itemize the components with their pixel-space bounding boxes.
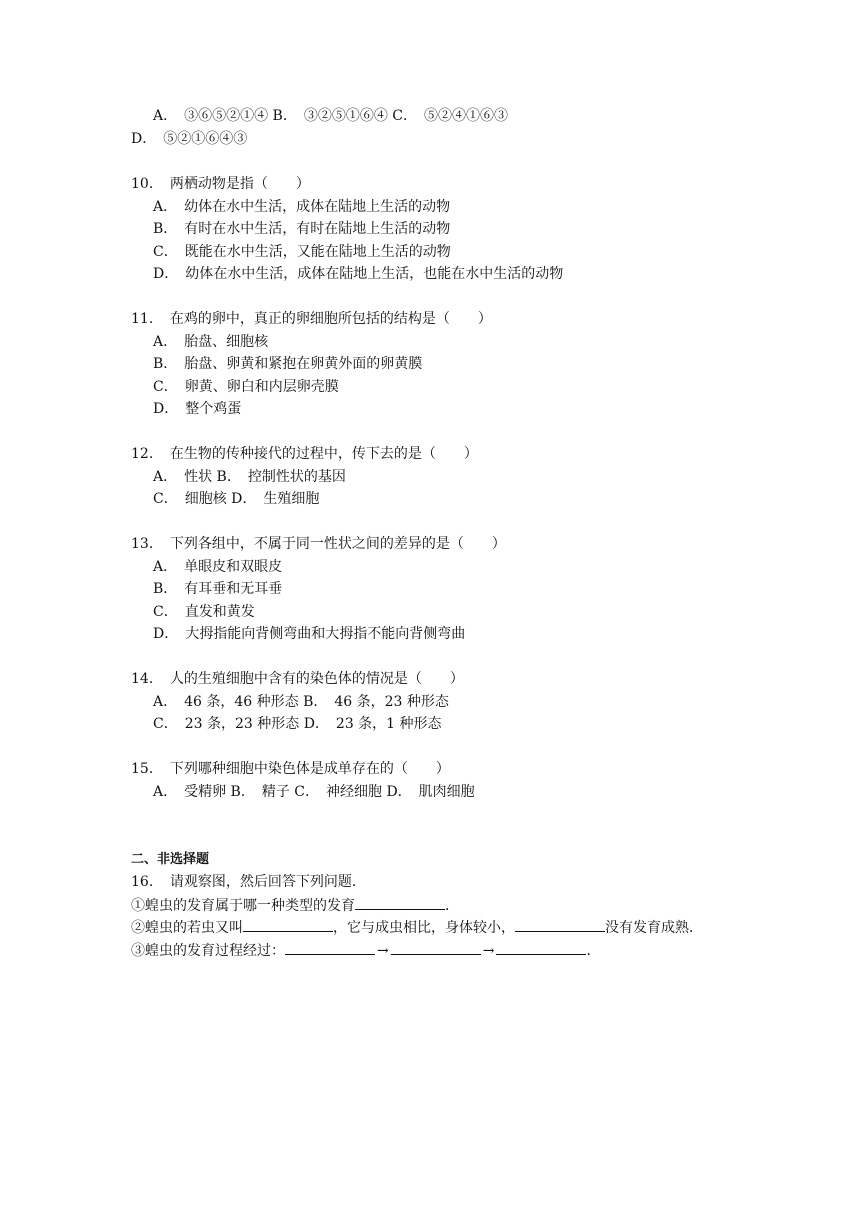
q16-part-1-end: ． [445,898,459,914]
q13-option-d: D． 大拇指能向背侧弯曲和大拇指不能向背侧弯曲 [153,626,466,642]
q13-stem: 13． 下列各组中，不属于同一性状之间的差异的是（ ） [131,536,506,552]
q16-part-3 [131,940,600,961]
q14-options-cd: C． 23 条，23 种形态 D． 23 条，1 种形态 [153,716,442,732]
q11-option-d: D． 整个鸡蛋 [153,401,242,417]
answer-blank[interactable] [515,917,605,932]
q13-option-a: A． 单眼皮和双眼皮 [153,559,283,575]
q11-option-c: C． 卵黄、卵白和内层卵壳膜 [153,379,339,395]
q16-part-1 [131,895,459,916]
q12-stem: 12． 在生物的传种接代的过程中，传下去的是（ ） [131,446,478,462]
answer-blank[interactable] [285,940,375,955]
q14-stem: 14． 人的生殖细胞中含有的染色体的情况是（ ） [131,671,464,687]
q16-stem: 16． 请观察图，然后回答下列问题． [131,874,366,890]
answer-blank[interactable] [243,917,333,932]
q16-part-2-text-c: 没有发育成熟． [605,920,703,936]
q11-option-a: A． 胎盘、细胞核 [153,334,269,350]
q10-stem: 10． 两栖动物是指（ ） [131,176,310,192]
answer-blank[interactable] [496,940,586,955]
q14-options-ab: A． 46 条，46 种形态 B． 46 条，23 种形态 [153,694,449,710]
section-title-non-choice: 二、非选择题 [131,852,210,867]
q11-option-b: B． 胎盘、卵黄和紧抱在卵黄外面的卵黄膜 [153,356,423,372]
q12-options-ab: A． 性状 B． 控制性状的基因 [153,469,346,485]
arrow-right-icon: → [377,943,389,959]
q11-stem: 11． 在鸡的卵中，真正的卵细胞所包括的结构是（ ） [131,311,492,327]
q13-option-c: C． 直发和黄发 [153,604,255,620]
q15-stem: 15． 下列哪种细胞中染色体是成单存在的（ ） [131,761,450,777]
answer-blank[interactable] [391,940,481,955]
q16-part-2-text-b: ，它与成虫相比，身体较小， [333,920,515,936]
q16-part-2-text-a: ②蝗虫的若虫又叫 [131,920,243,936]
q9-option-d: D． ⑤②①⑥④③ [131,131,248,147]
q10-option-a: A． 幼体在水中生活，成体在陆地上生活的动物 [153,199,451,215]
q10-option-b: B． 有时在水中生活，有时在陆地上生活的动物 [153,221,451,237]
answer-blank[interactable] [355,895,445,910]
q13-option-b: B． 有耳垂和无耳垂 [153,581,283,597]
q16-part-2 [131,917,703,938]
q10-option-d: D． 幼体在水中生活，成体在陆地上生活，也能在水中生活的动物 [153,266,564,282]
q15-options: A． 受精卵 B． 精子 C． 神经细胞 D． 肌肉细胞 [153,784,475,800]
arrow-right-icon: → [482,943,495,959]
q10-option-c: C． 既能在水中生活，又能在陆地上生活的动物 [153,244,451,260]
q16-part-1-text: ①蝗虫的发育属于哪一种类型的发育 [131,898,355,914]
q12-options-cd: C． 细胞核 D． 生殖细胞 [153,491,320,507]
q16-part-3-text: ③蝗虫的发育过程经过： [131,943,285,959]
q16-part-3-end: ． [586,943,601,959]
q9-options-abc: A． ③⑥⑤②①④ B． ③②⑤①⑥④ C． ⑤②④①⑥③ [153,108,509,124]
